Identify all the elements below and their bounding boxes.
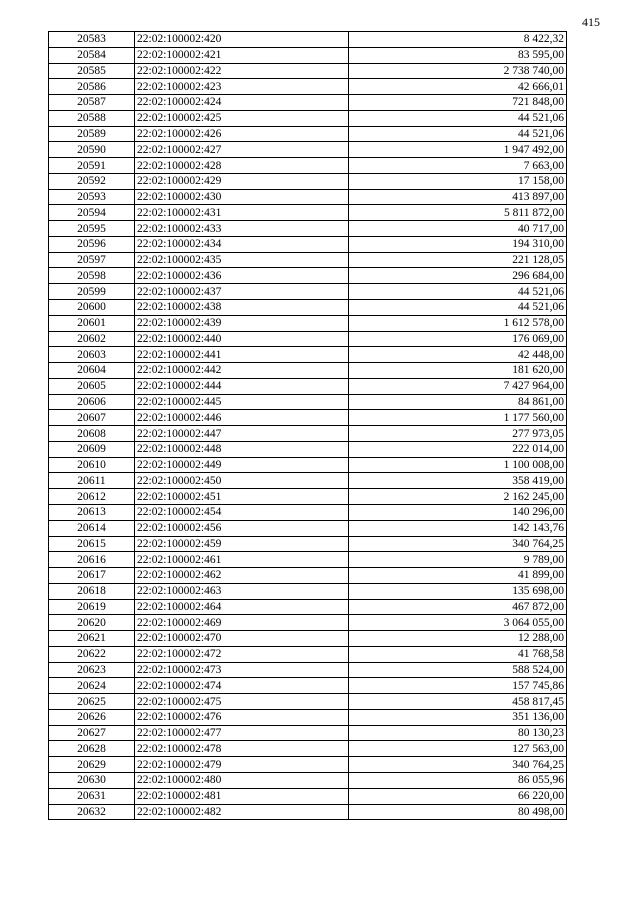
cadastral-value-cell: 1 177 560,00 [349,410,567,426]
cadastral-value-cell: 9 789,00 [349,552,567,568]
cadastral-value-cell: 1 612 578,00 [349,315,567,331]
row-number-cell: 20590 [49,142,135,158]
cadastral-number-cell: 22:02:100002:442 [135,363,349,379]
cadastral-number-cell: 22:02:100002:427 [135,142,349,158]
cadastral-number-cell: 22:02:100002:429 [135,173,349,189]
row-number-cell: 20612 [49,489,135,505]
table-row [49,552,567,568]
table-row [49,205,567,221]
cadastral-number-cell: 22:02:100002:476 [135,709,349,725]
cadastral-value-cell: 3 064 055,00 [349,615,567,631]
table-row [49,173,567,189]
cadastral-number-cell: 22:02:100002:446 [135,410,349,426]
cadastral-value-cell: 588 524,00 [349,662,567,678]
table-row [49,489,567,505]
cadastral-number-cell: 22:02:100002:421 [135,47,349,63]
row-number-cell: 20588 [49,110,135,126]
table-row [49,615,567,631]
cadastral-value-cell: 80 498,00 [349,804,567,820]
cadastral-value-cell: 277 973,05 [349,426,567,442]
table-body [49,32,567,820]
cadastral-value-cell: 221 128,05 [349,252,567,268]
table-row [49,158,567,174]
cadastral-value-cell: 142 143,76 [349,520,567,536]
table-row [49,47,567,63]
cadastral-number-cell: 22:02:100002:475 [135,694,349,710]
row-number-cell: 20608 [49,426,135,442]
cadastral-value-cell: 44 521,06 [349,110,567,126]
table-row [49,189,567,205]
table-row [49,504,567,520]
cadastral-number-cell: 22:02:100002:469 [135,615,349,631]
row-number-cell: 20623 [49,662,135,678]
row-number-cell: 20631 [49,788,135,804]
cadastral-value-cell: 1 100 008,00 [349,457,567,473]
row-number-cell: 20606 [49,394,135,410]
row-number-cell: 20628 [49,741,135,757]
table-row [49,772,567,788]
row-number-cell: 20626 [49,709,135,725]
table-row [49,221,567,237]
cadastral-number-cell: 22:02:100002:430 [135,189,349,205]
table-row [49,709,567,725]
row-number-cell: 20622 [49,646,135,662]
table-row [49,252,567,268]
row-number-cell: 20591 [49,158,135,174]
table-row [49,788,567,804]
table-row [49,331,567,347]
cadastral-number-cell: 22:02:100002:462 [135,568,349,584]
row-number-cell: 20603 [49,347,135,363]
cadastral-number-cell: 22:02:100002:436 [135,268,349,284]
row-number-cell: 20589 [49,126,135,142]
table-row [49,315,567,331]
cadastral-number-cell: 22:02:100002:456 [135,520,349,536]
cadastral-number-cell: 22:02:100002:474 [135,678,349,694]
cadastral-number-cell: 22:02:100002:480 [135,772,349,788]
table-row [49,236,567,252]
cadastral-value-cell: 41 899,00 [349,568,567,584]
cadastral-number-cell: 22:02:100002:445 [135,394,349,410]
table-row [49,284,567,300]
cadastral-number-cell: 22:02:100002:464 [135,599,349,615]
cadastral-number-cell: 22:02:100002:440 [135,331,349,347]
row-number-cell: 20586 [49,79,135,95]
row-number-cell: 20592 [49,173,135,189]
row-number-cell: 20584 [49,47,135,63]
table-row [49,631,567,647]
cadastral-number-cell: 22:02:100002:426 [135,126,349,142]
cadastral-value-cell: 351 136,00 [349,709,567,725]
table-row [49,63,567,79]
cadastral-number-cell: 22:02:100002:435 [135,252,349,268]
cadastral-value-cell: 140 296,00 [349,504,567,520]
table-row [49,757,567,773]
cadastral-value-cell: 296 684,00 [349,268,567,284]
cadastral-value-table [48,31,567,820]
row-number-cell: 20616 [49,552,135,568]
cadastral-value-cell: 8 422,32 [349,32,567,48]
cadastral-number-cell: 22:02:100002:470 [135,631,349,647]
table-row [49,694,567,710]
cadastral-number-cell: 22:02:100002:425 [135,110,349,126]
cadastral-value-cell: 44 521,06 [349,300,567,316]
table-row [49,583,567,599]
row-number-cell: 20618 [49,583,135,599]
cadastral-number-cell: 22:02:100002:479 [135,757,349,773]
cadastral-number-cell: 22:02:100002:449 [135,457,349,473]
cadastral-value-cell: 42 448,00 [349,347,567,363]
cadastral-value-cell: 80 130,23 [349,725,567,741]
cadastral-value-cell: 413 897,00 [349,189,567,205]
row-number-cell: 20583 [49,32,135,48]
cadastral-number-cell: 22:02:100002:450 [135,473,349,489]
row-number-cell: 20632 [49,804,135,820]
cadastral-value-cell: 44 521,06 [349,126,567,142]
row-number-cell: 20630 [49,772,135,788]
cadastral-number-cell: 22:02:100002:482 [135,804,349,820]
row-number-cell: 20598 [49,268,135,284]
table-row [49,347,567,363]
table-row [49,126,567,142]
cadastral-value-cell: 7 427 964,00 [349,378,567,394]
row-number-cell: 20625 [49,694,135,710]
page-number: 415 [582,15,600,29]
table-row [49,520,567,536]
table-row [49,441,567,457]
cadastral-number-cell: 22:02:100002:433 [135,221,349,237]
row-number-cell: 20605 [49,378,135,394]
row-number-cell: 20602 [49,331,135,347]
row-number-cell: 20595 [49,221,135,237]
row-number-cell: 20611 [49,473,135,489]
cadastral-number-cell: 22:02:100002:439 [135,315,349,331]
cadastral-number-cell: 22:02:100002:454 [135,504,349,520]
cadastral-number-cell: 22:02:100002:422 [135,63,349,79]
cadastral-number-cell: 22:02:100002:444 [135,378,349,394]
cadastral-number-cell: 22:02:100002:459 [135,536,349,552]
cadastral-value-cell: 721 848,00 [349,95,567,111]
table-row [49,804,567,820]
cadastral-number-cell: 22:02:100002:441 [135,347,349,363]
table-row [49,300,567,316]
cadastral-number-cell: 22:02:100002:461 [135,552,349,568]
table-row [49,457,567,473]
cadastral-value-cell: 467 872,00 [349,599,567,615]
table-row [49,142,567,158]
cadastral-number-cell: 22:02:100002:428 [135,158,349,174]
cadastral-number-cell: 22:02:100002:472 [135,646,349,662]
cadastral-value-cell: 157 745,86 [349,678,567,694]
row-number-cell: 20621 [49,631,135,647]
cadastral-number-cell: 22:02:100002:420 [135,32,349,48]
cadastral-number-cell: 22:02:100002:424 [135,95,349,111]
cadastral-value-cell: 7 663,00 [349,158,567,174]
row-number-cell: 20629 [49,757,135,773]
table-row [49,426,567,442]
row-number-cell: 20597 [49,252,135,268]
row-number-cell: 20604 [49,363,135,379]
row-number-cell: 20610 [49,457,135,473]
row-number-cell: 20594 [49,205,135,221]
cadastral-number-cell: 22:02:100002:451 [135,489,349,505]
table-row [49,599,567,615]
cadastral-value-cell: 86 055,96 [349,772,567,788]
row-number-cell: 20607 [49,410,135,426]
table-row [49,363,567,379]
table-row [49,110,567,126]
cadastral-value-cell: 1 947 492,00 [349,142,567,158]
cadastral-value-cell: 2 738 740,00 [349,63,567,79]
row-number-cell: 20624 [49,678,135,694]
cadastral-number-cell: 22:02:100002:447 [135,426,349,442]
cadastral-number-cell: 22:02:100002:438 [135,300,349,316]
cadastral-value-cell: 135 698,00 [349,583,567,599]
table-row [49,378,567,394]
cadastral-value-cell: 84 861,00 [349,394,567,410]
table-row [49,410,567,426]
cadastral-number-cell: 22:02:100002:437 [135,284,349,300]
table-row [49,725,567,741]
cadastral-value-cell: 194 310,00 [349,236,567,252]
table-row [49,473,567,489]
table-row [49,662,567,678]
row-number-cell: 20615 [49,536,135,552]
cadastral-number-cell: 22:02:100002:463 [135,583,349,599]
cadastral-number-cell: 22:02:100002:431 [135,205,349,221]
cadastral-value-cell: 41 768,58 [349,646,567,662]
cadastral-number-cell: 22:02:100002:434 [135,236,349,252]
cadastral-value-cell: 66 220,00 [349,788,567,804]
table-row [49,394,567,410]
cadastral-value-cell: 83 595,00 [349,47,567,63]
row-number-cell: 20600 [49,300,135,316]
cadastral-number-cell: 22:02:100002:448 [135,441,349,457]
table-row [49,32,567,48]
table-row [49,568,567,584]
cadastral-value-cell: 340 764,25 [349,536,567,552]
row-number-cell: 20593 [49,189,135,205]
cadastral-number-cell: 22:02:100002:477 [135,725,349,741]
cadastral-value-cell: 176 069,00 [349,331,567,347]
cadastral-value-cell: 127 563,00 [349,741,567,757]
cadastral-value-cell: 2 162 245,00 [349,489,567,505]
table-row [49,536,567,552]
row-number-cell: 20585 [49,63,135,79]
row-number-cell: 20601 [49,315,135,331]
cadastral-value-cell: 458 817,45 [349,694,567,710]
cadastral-value-cell: 17 158,00 [349,173,567,189]
row-number-cell: 20587 [49,95,135,111]
cadastral-value-cell: 42 666,01 [349,79,567,95]
row-number-cell: 20596 [49,236,135,252]
table-row [49,79,567,95]
row-number-cell: 20614 [49,520,135,536]
cadastral-value-cell: 5 811 872,00 [349,205,567,221]
cadastral-value-cell: 222 014,00 [349,441,567,457]
table-row [49,95,567,111]
table-row [49,678,567,694]
row-number-cell: 20627 [49,725,135,741]
row-number-cell: 20620 [49,615,135,631]
row-number-cell: 20609 [49,441,135,457]
cadastral-value-cell: 44 521,06 [349,284,567,300]
row-number-cell: 20599 [49,284,135,300]
table-row [49,646,567,662]
table-row [49,268,567,284]
cadastral-value-cell: 40 717,00 [349,221,567,237]
row-number-cell: 20613 [49,504,135,520]
cadastral-value-cell: 12 288,00 [349,631,567,647]
cadastral-number-cell: 22:02:100002:423 [135,79,349,95]
cadastral-value-cell: 181 620,00 [349,363,567,379]
cadastral-number-cell: 22:02:100002:481 [135,788,349,804]
cadastral-number-cell: 22:02:100002:473 [135,662,349,678]
table-row [49,741,567,757]
cadastral-value-cell: 358 419,00 [349,473,567,489]
cadastral-number-cell: 22:02:100002:478 [135,741,349,757]
row-number-cell: 20619 [49,599,135,615]
cadastral-value-cell: 340 764,25 [349,757,567,773]
row-number-cell: 20617 [49,568,135,584]
